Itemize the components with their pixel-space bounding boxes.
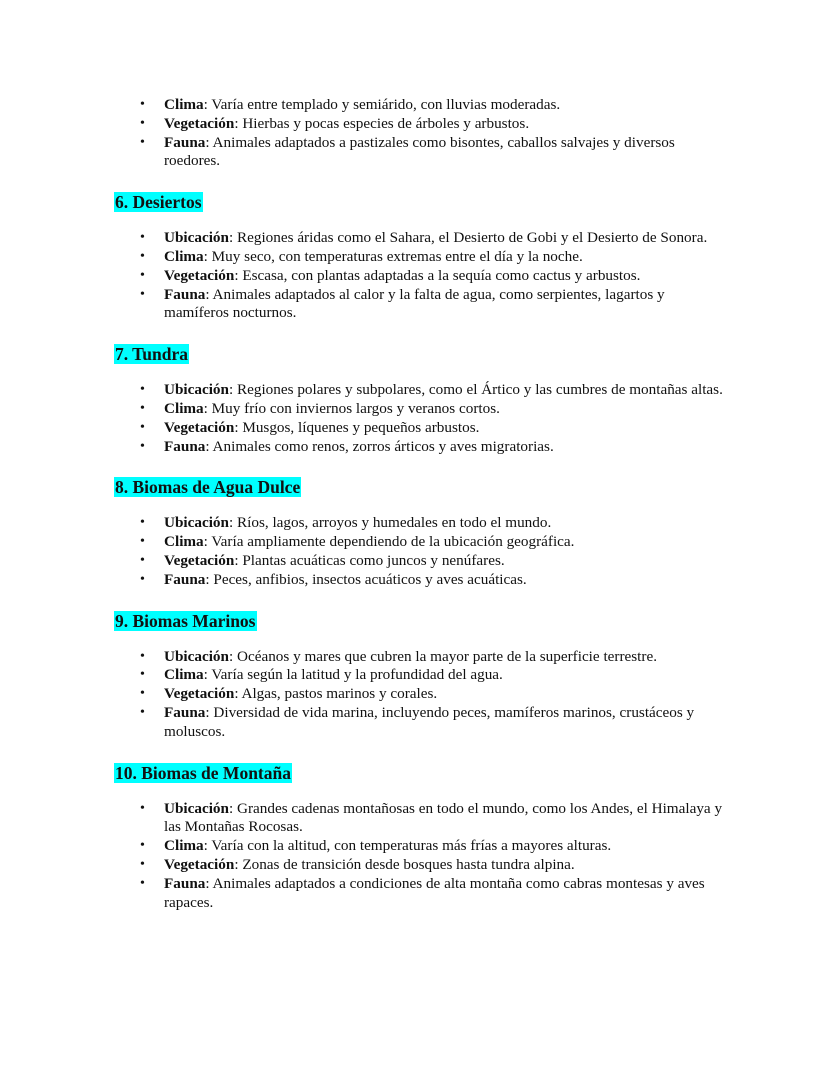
section-bullet-list (114, 514, 728, 589)
bullet-icon: • (140, 97, 145, 112)
bullet-icon: • (140, 400, 145, 416)
item-term: Vegetación (164, 266, 235, 284)
bullet-icon: • (140, 515, 145, 531)
section-bullet-list (114, 800, 728, 913)
item-text: : Grandes cadenas montañosas en todo el mundo, como los Andes, el Himalaya y las Montañas Rocosas. (164, 799, 723, 836)
list-item (114, 514, 728, 533)
list-item (114, 648, 728, 667)
list-item (114, 115, 728, 134)
item-term: Clima (164, 399, 204, 417)
bullet-icon: • (140, 800, 145, 816)
item-term: Clima (164, 96, 204, 113)
list-item (114, 704, 728, 742)
item-term: Ubicación (164, 647, 229, 665)
item-text: : Varía con la altitud, con temperaturas más frías a mayores alturas. (203, 837, 612, 855)
item-text: : Diversidad de vida marina, incluyendo peces, mamíferos marinos, crustáceos y moluscos. (164, 703, 695, 740)
item-term: Ubicación (164, 799, 229, 817)
item-text: : Escasa, con plantas adaptadas a la sequía como cactus y arbustos. (234, 266, 641, 284)
list-item (114, 134, 728, 172)
list-item (114, 229, 728, 248)
item-text: : Regiones áridas como el Sahara, el Desierto de Gobi y el Desierto de Sonora. (228, 229, 708, 247)
bullet-icon: • (140, 115, 145, 131)
item-term: Fauna (164, 285, 206, 303)
section-title: 6. Desiertos (115, 192, 202, 213)
list-item (114, 400, 728, 419)
bullet-icon: • (140, 875, 145, 891)
list-item (114, 875, 728, 913)
section-bullet-list (114, 229, 728, 323)
bullet-icon: • (140, 571, 145, 587)
item-term: Clima (164, 247, 204, 265)
item-term: Vegetación (164, 418, 235, 436)
item-text: : Plantas acuáticas como juncos y nenúfares. (234, 551, 505, 569)
item-term: Fauna (164, 874, 206, 892)
bullet-icon: • (140, 704, 145, 720)
item-text: : Peces, anfibios, insectos acuáticos y aves acuáticas. (205, 570, 527, 588)
bullet-icon: • (140, 286, 145, 302)
list-item (114, 267, 728, 286)
item-text: : Animales adaptados a condiciones de alta montaña como cabras montesas y aves rapaces. (164, 874, 705, 911)
list-item (114, 533, 728, 552)
bullet-icon: • (140, 856, 145, 872)
section-bullet-list (114, 381, 728, 456)
section-heading-desiertos (114, 191, 728, 213)
bullet-icon: • (140, 382, 145, 398)
intro-bullet-list (114, 96, 728, 171)
list-item (114, 800, 728, 838)
list-item (114, 286, 728, 324)
item-text: : Animales adaptados al calor y la falta de agua, como serpientes, lagartos y mamíferos nocturnos. (164, 285, 665, 322)
section-title: 8. Biomas de Agua Dulce (115, 477, 301, 498)
bullet-icon: • (140, 230, 145, 246)
item-term: Ubicación (164, 514, 229, 532)
section-heading-agua-dulce (114, 476, 728, 498)
item-term: Vegetación (164, 114, 235, 132)
bullet-icon: • (140, 667, 145, 683)
item-text: : Regiones polares y subpolares, como el Ártico y las cumbres de montañas altas. (228, 381, 723, 399)
list-item (114, 248, 728, 267)
item-text: : Hierbas y pocas especies de árboles y arbustos. (234, 114, 530, 132)
section-title: 10. Biomas de Montaña (115, 762, 291, 783)
bullet-icon: • (140, 267, 145, 283)
item-text: : Varía entre templado y semiárido, con lluvias moderadas. (203, 96, 561, 113)
list-item (114, 685, 728, 704)
list-item (114, 96, 728, 115)
item-text: : Muy seco, con temperaturas extremas entre el día y la noche. (203, 247, 583, 265)
item-text: : Algas, pastos marinos y corales. (234, 685, 438, 703)
bullet-icon: • (140, 686, 145, 702)
item-text: : Animales como renos, zorros árticos y aves migratorias. (205, 437, 554, 455)
list-item (114, 552, 728, 571)
bullet-icon: • (140, 534, 145, 550)
item-text: : Musgos, líquenes y pequeños arbustos. (234, 418, 480, 436)
item-term: Fauna (164, 570, 206, 588)
bullet-icon: • (140, 438, 145, 454)
item-term: Vegetación (164, 855, 235, 873)
list-item (114, 438, 728, 457)
section-heading-marinos (114, 610, 728, 632)
item-text: : Ríos, lagos, arroyos y humedales en todo el mundo. (228, 514, 552, 532)
section-title: 7. Tundra (115, 344, 188, 365)
bullet-icon: • (140, 248, 145, 264)
section-heading-montana (114, 762, 728, 784)
item-term: Fauna (164, 437, 206, 455)
item-term: Clima (164, 837, 204, 855)
item-text: : Varía ampliamente dependiendo de la ubicación geográfica. (203, 533, 575, 551)
bullet-icon: • (140, 648, 145, 664)
bullet-icon: • (140, 552, 145, 568)
list-item (114, 419, 728, 438)
list-item (114, 837, 728, 856)
item-text: : Animales adaptados a pastizales como bisontes, caballos salvajes y diversos roedores. (164, 133, 675, 170)
item-text: : Océanos y mares que cubren la mayor parte de la superficie terrestre. (228, 647, 657, 665)
item-term: Fauna (164, 703, 206, 721)
list-item (114, 381, 728, 400)
item-term: Ubicación (164, 381, 229, 399)
item-text: : Zonas de transición desde bosques hasta tundra alpina. (234, 855, 575, 873)
list-item (114, 571, 728, 590)
item-term: Clima (164, 666, 204, 684)
item-term: Vegetación (164, 685, 235, 703)
item-term: Fauna (164, 133, 206, 151)
section-title: 9. Biomas Marinos (115, 610, 256, 631)
item-term: Ubicación (164, 229, 229, 247)
bullet-icon: • (140, 838, 145, 854)
item-term: Clima (164, 533, 204, 551)
bullet-icon: • (140, 419, 145, 435)
item-text: : Muy frío con inviernos largos y veranos cortos. (203, 399, 500, 417)
list-item (114, 856, 728, 875)
bullet-icon: • (140, 134, 145, 150)
list-item (114, 666, 728, 685)
item-term: Vegetación (164, 551, 235, 569)
section-bullet-list (114, 648, 728, 742)
section-heading-tundra (114, 343, 728, 365)
item-text: : Varía según la latitud y la profundidad del agua. (203, 666, 503, 684)
